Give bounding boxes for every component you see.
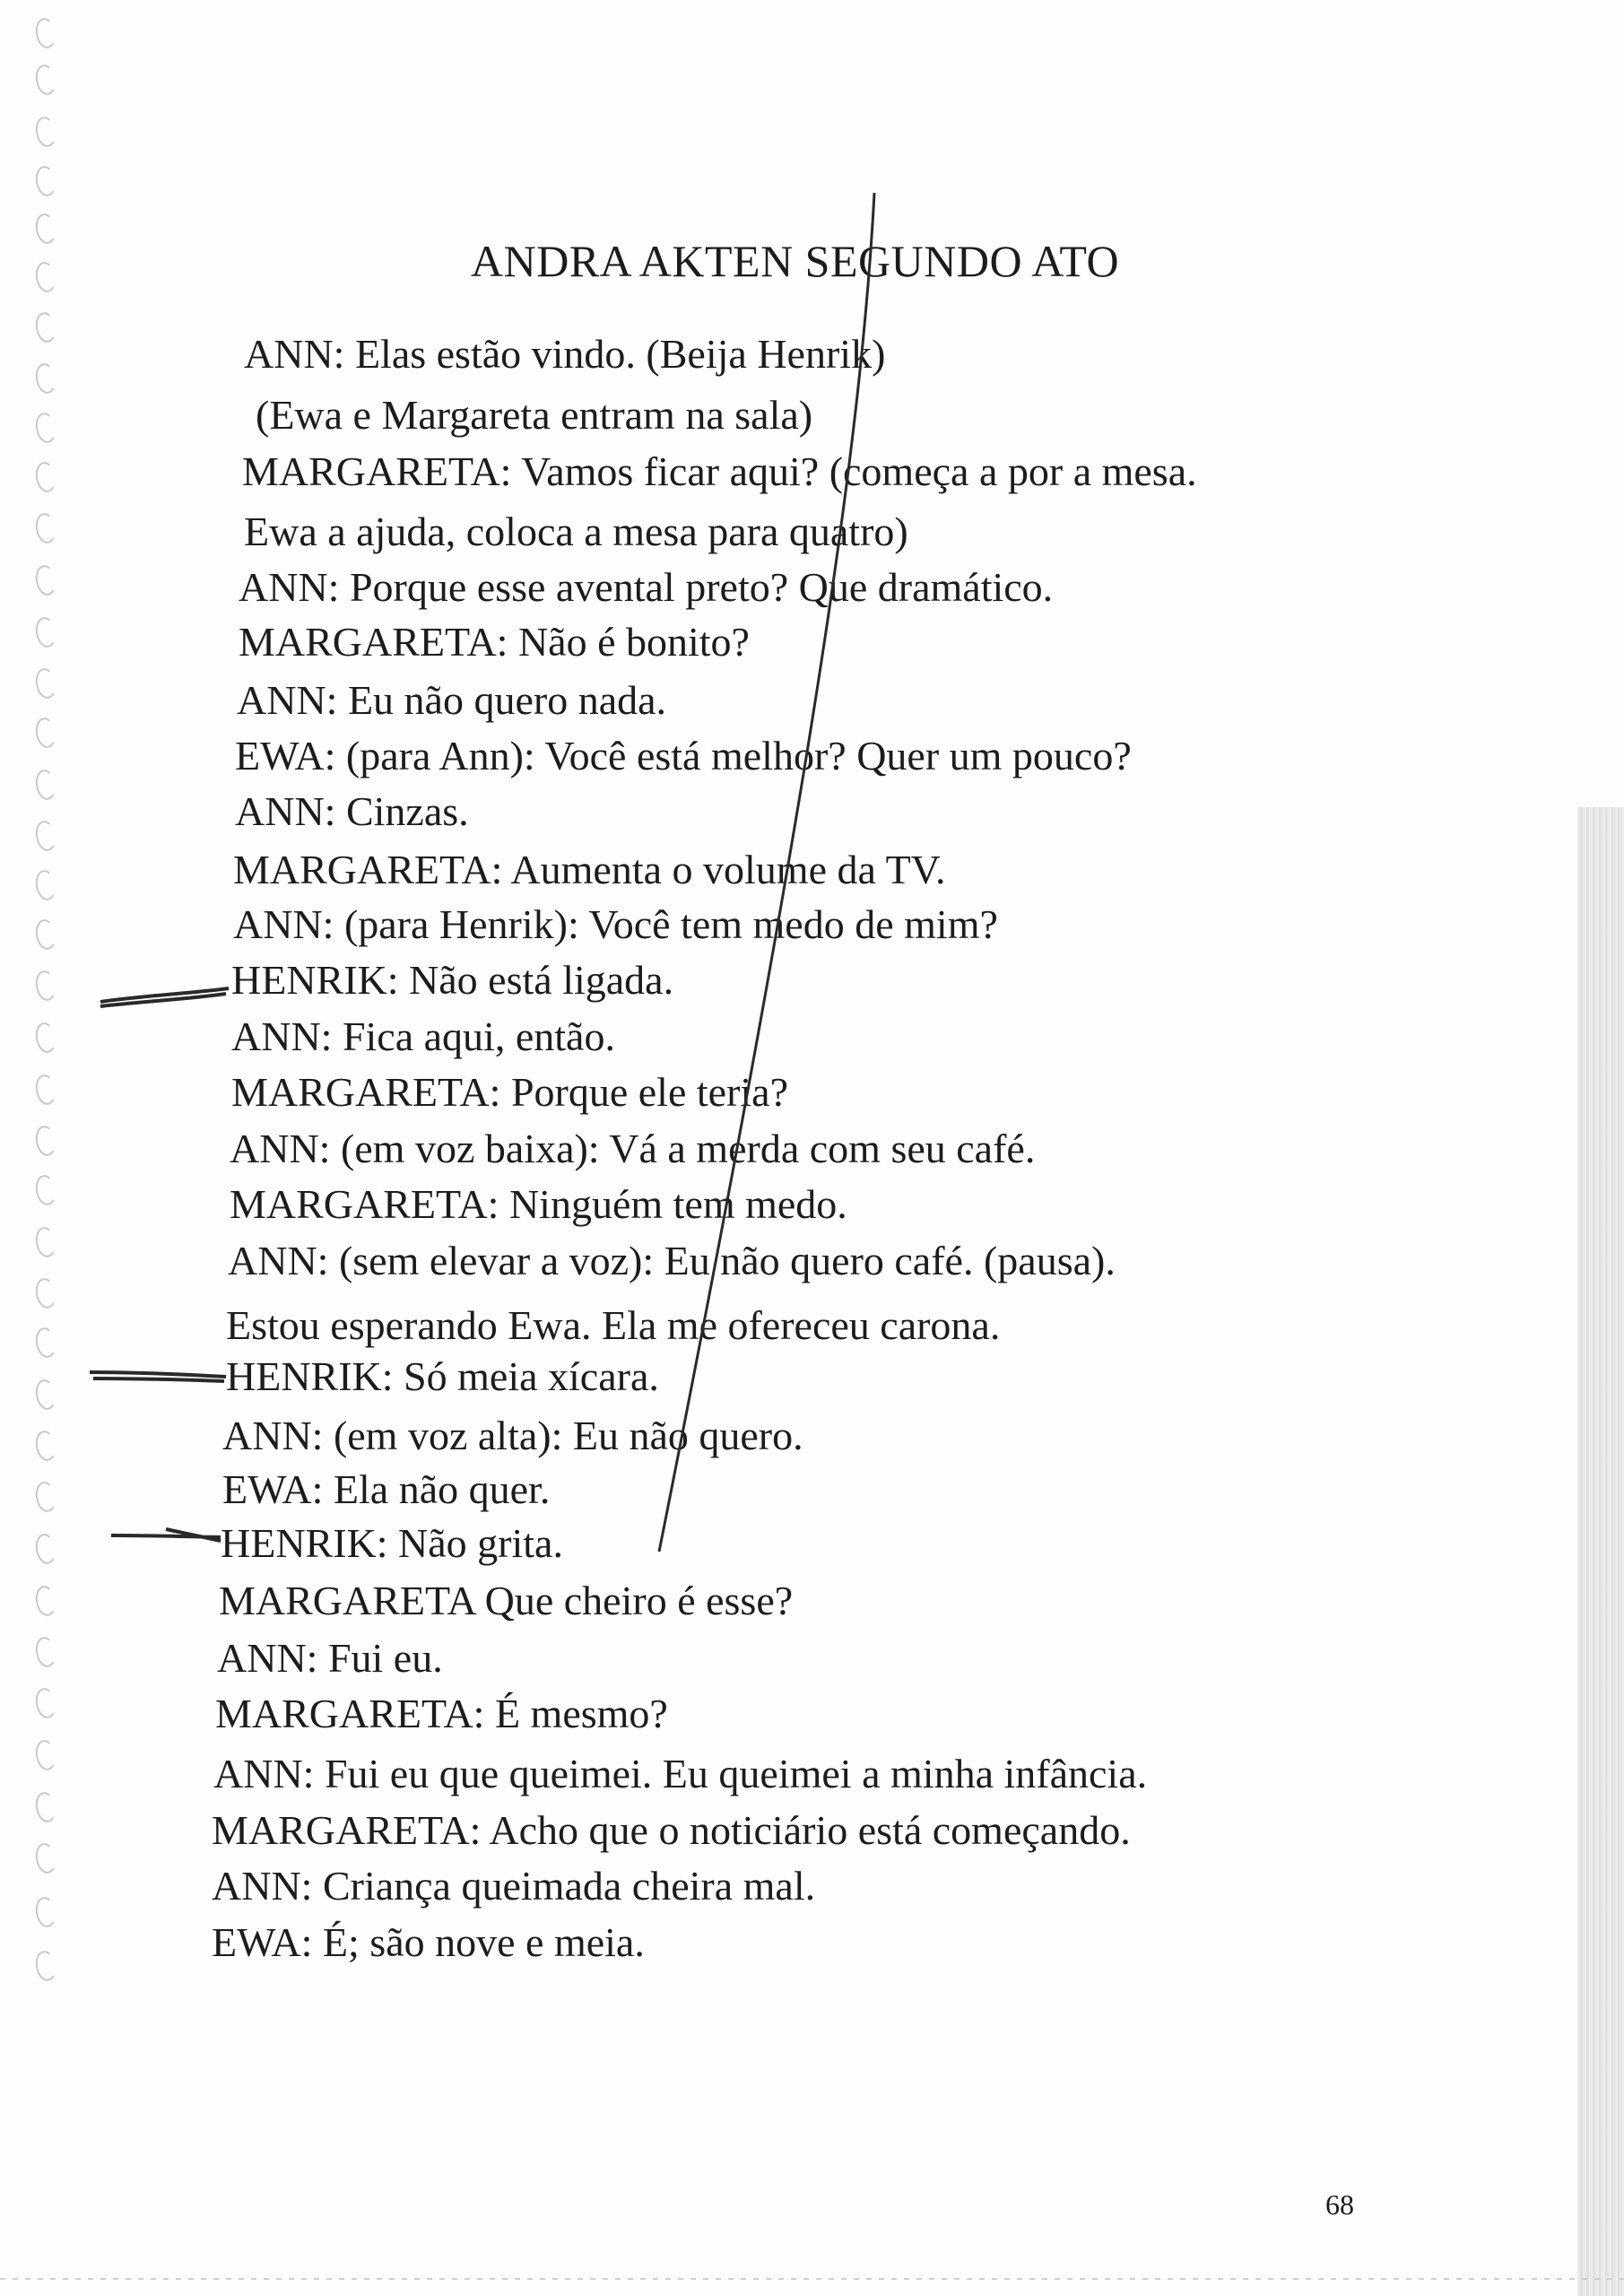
dialogue-line: HENRIK: Não grita. bbox=[221, 1520, 563, 1566]
dialogue-line: MARGARETA Que cheiro é esse? bbox=[219, 1578, 794, 1623]
dialogue-line: HENRIK: Não está ligada. bbox=[231, 957, 674, 1003]
dialogue-line: MARGARETA: Não é bonito? bbox=[239, 619, 750, 665]
dialogue-line: EWA: Ela não quer. bbox=[222, 1466, 551, 1512]
dialogue-line: Ewa a ajuda, coloca a mesa para quatro) bbox=[244, 509, 908, 554]
dialogue-line: EWA: (para Ann): Você está melhor? Quer um pouco? bbox=[235, 733, 1132, 778]
dialogue-line: EWA: É; são nove e meia. bbox=[212, 1919, 645, 1965]
dialogue-line: (Ewa e Margareta entram na sala) bbox=[256, 392, 813, 438]
dialogue-line: ANN: Porque esse avental preto? Que dramático. bbox=[239, 564, 1054, 610]
dialogue-line: HENRIK: Só meia xícara. bbox=[226, 1353, 659, 1399]
dialogue-line: ANN: (em voz baixa): Vá a merda com seu café. bbox=[230, 1126, 1036, 1171]
dialogue-line: ANN: Cinzas. bbox=[235, 788, 469, 834]
dialogue-line: MARGARETA: Ninguém tem medo. bbox=[230, 1181, 847, 1227]
dialogue-line: ANN: Fui eu que queimei. Eu queimei a minha infância. bbox=[213, 1751, 1148, 1796]
dialogue-line: ANN: Fica aqui, então. bbox=[231, 1013, 615, 1059]
dialogue-line: ANN: Eu não quero nada. bbox=[237, 677, 667, 723]
dialogue-line: MARGARETA: Aumenta o volume da TV. bbox=[233, 847, 946, 892]
dialogue-line: ANN: Fui eu. bbox=[217, 1635, 443, 1681]
dialogue-line: ANN: Criança queimada cheira mal. bbox=[212, 1863, 816, 1909]
dialogue-line: MARGARETA: Acho que o noticiário está começando. bbox=[212, 1807, 1131, 1853]
page-number: 68 bbox=[1325, 2188, 1354, 2221]
page-title: ANDRA AKTEN SEGUNDO ATO bbox=[471, 236, 1120, 286]
dialogue-line: ANN: (sem elevar a voz): Eu não quero café. (pausa). bbox=[228, 1238, 1116, 1283]
dialogue-line: ANN: (para Henrik): Você tem medo de mim? bbox=[233, 901, 998, 947]
dialogue-line: Estou esperando Ewa. Ela me ofereceu carona. bbox=[226, 1302, 1001, 1348]
dialogue-line: MARGARETA: Vamos ficar aqui? (começa a por a mesa. bbox=[242, 448, 1197, 494]
dialogue-line: MARGARETA: Porque ele teria? bbox=[231, 1069, 788, 1115]
dialogue-line: ANN: Elas estão vindo. (Beija Henrik) bbox=[244, 331, 886, 377]
dialogue-line: MARGARETA: É mesmo? bbox=[215, 1691, 668, 1736]
dialogue-line: ANN: (em voz alta): Eu não quero. bbox=[222, 1413, 803, 1458]
